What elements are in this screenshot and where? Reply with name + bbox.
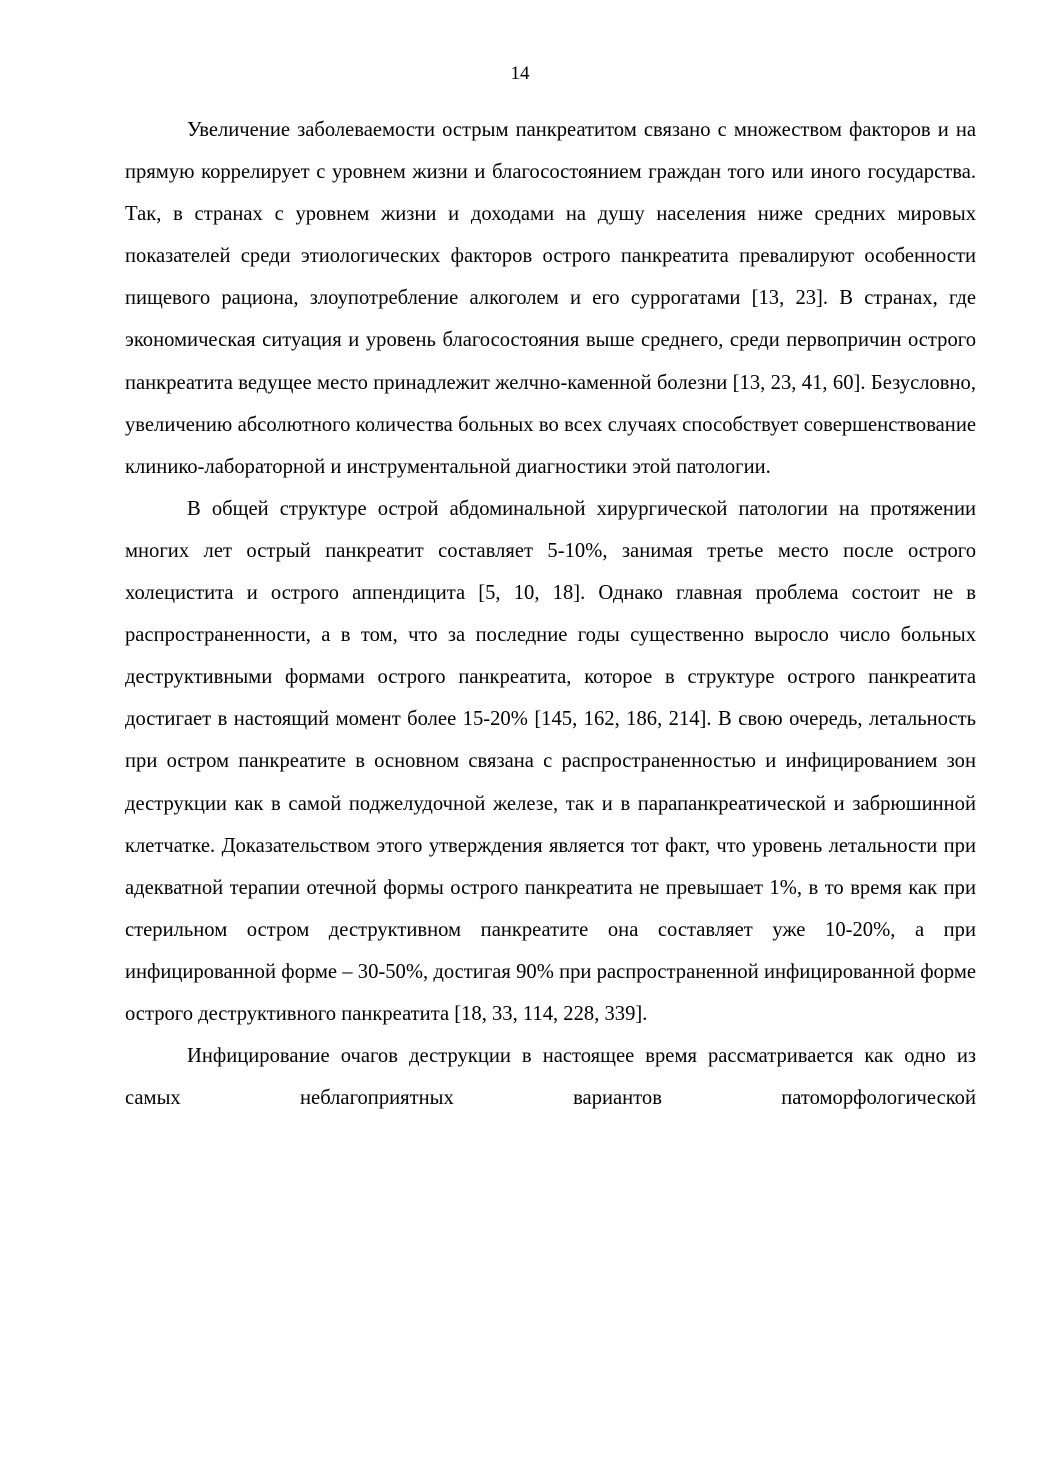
paragraph-1: Увеличение заболеваемости острым панкреатитом связано с множеством факторов и на прямую коррелирует с уровнем жизни и благосостоянием граждан того или иного государства. Так, в странах с уровнем жизни и доходами на душу населения ниже средних мировых показателей среди этиологических факторов острого панкреатита превалируют особенности пищевого рациона, злоупотребление алкоголем и его суррогатами [13, 23]. В странах, где экономическая ситуация и уровень благосостояния выше среднего, среди первопричин острого панкреатита ведущее место принадлежит желчно-каменной болезни [13, 23, 41, 60]. Безусловно, увеличению абсолютного количества больных во всех случаях способствует совершенствование клинико-лабораторной и инструментальной диагностики этой патологии.: [125, 119, 976, 478]
paragraph-2: В общей структуре острой абдоминальной хирургической патологии на протяжении многих лет острый панкреатит составляет 5-10%, занимая третье место после острого холецистита и острого аппендицита [5, 10, 18]. Однако главная проблема состоит не в распространенности, а в том, что за последние годы существенно выросло число больных деструктивными формами острого панкреатита, которое в структуре острого панкреатита достигает в настоящий момент более 15-20% [145, 162, 186, 214]. В свою очередь, летальность при остром панкреатите в основном связана с распространенностью и инфицированием зон деструкции как в самой поджелудочной железе, так и в парапанкреатической и забрюшинной клетчатке. Доказательством этого утверждения является тот факт, что уровень летальности при адекватной терапии отечной формы острого панкреатита не превышает 1%, в то время как при стерильном остром деструктивном панкреатите она составляет уже 10-20%, а при инфицированной форме – 30-50%, достигая 90% при распространенной инфицированной форме острого деструктивного панкреатита [18, 33, 114, 228, 339].: [125, 497, 976, 1025]
page-number: 14: [510, 63, 530, 84]
paragraph-3: Инфицирование очагов деструкции в настоящее время рассматривается как одно из самых неблагоприятных вариантов патоморфологической: [125, 1045, 976, 1110]
body-text: [125, 109, 976, 1119]
